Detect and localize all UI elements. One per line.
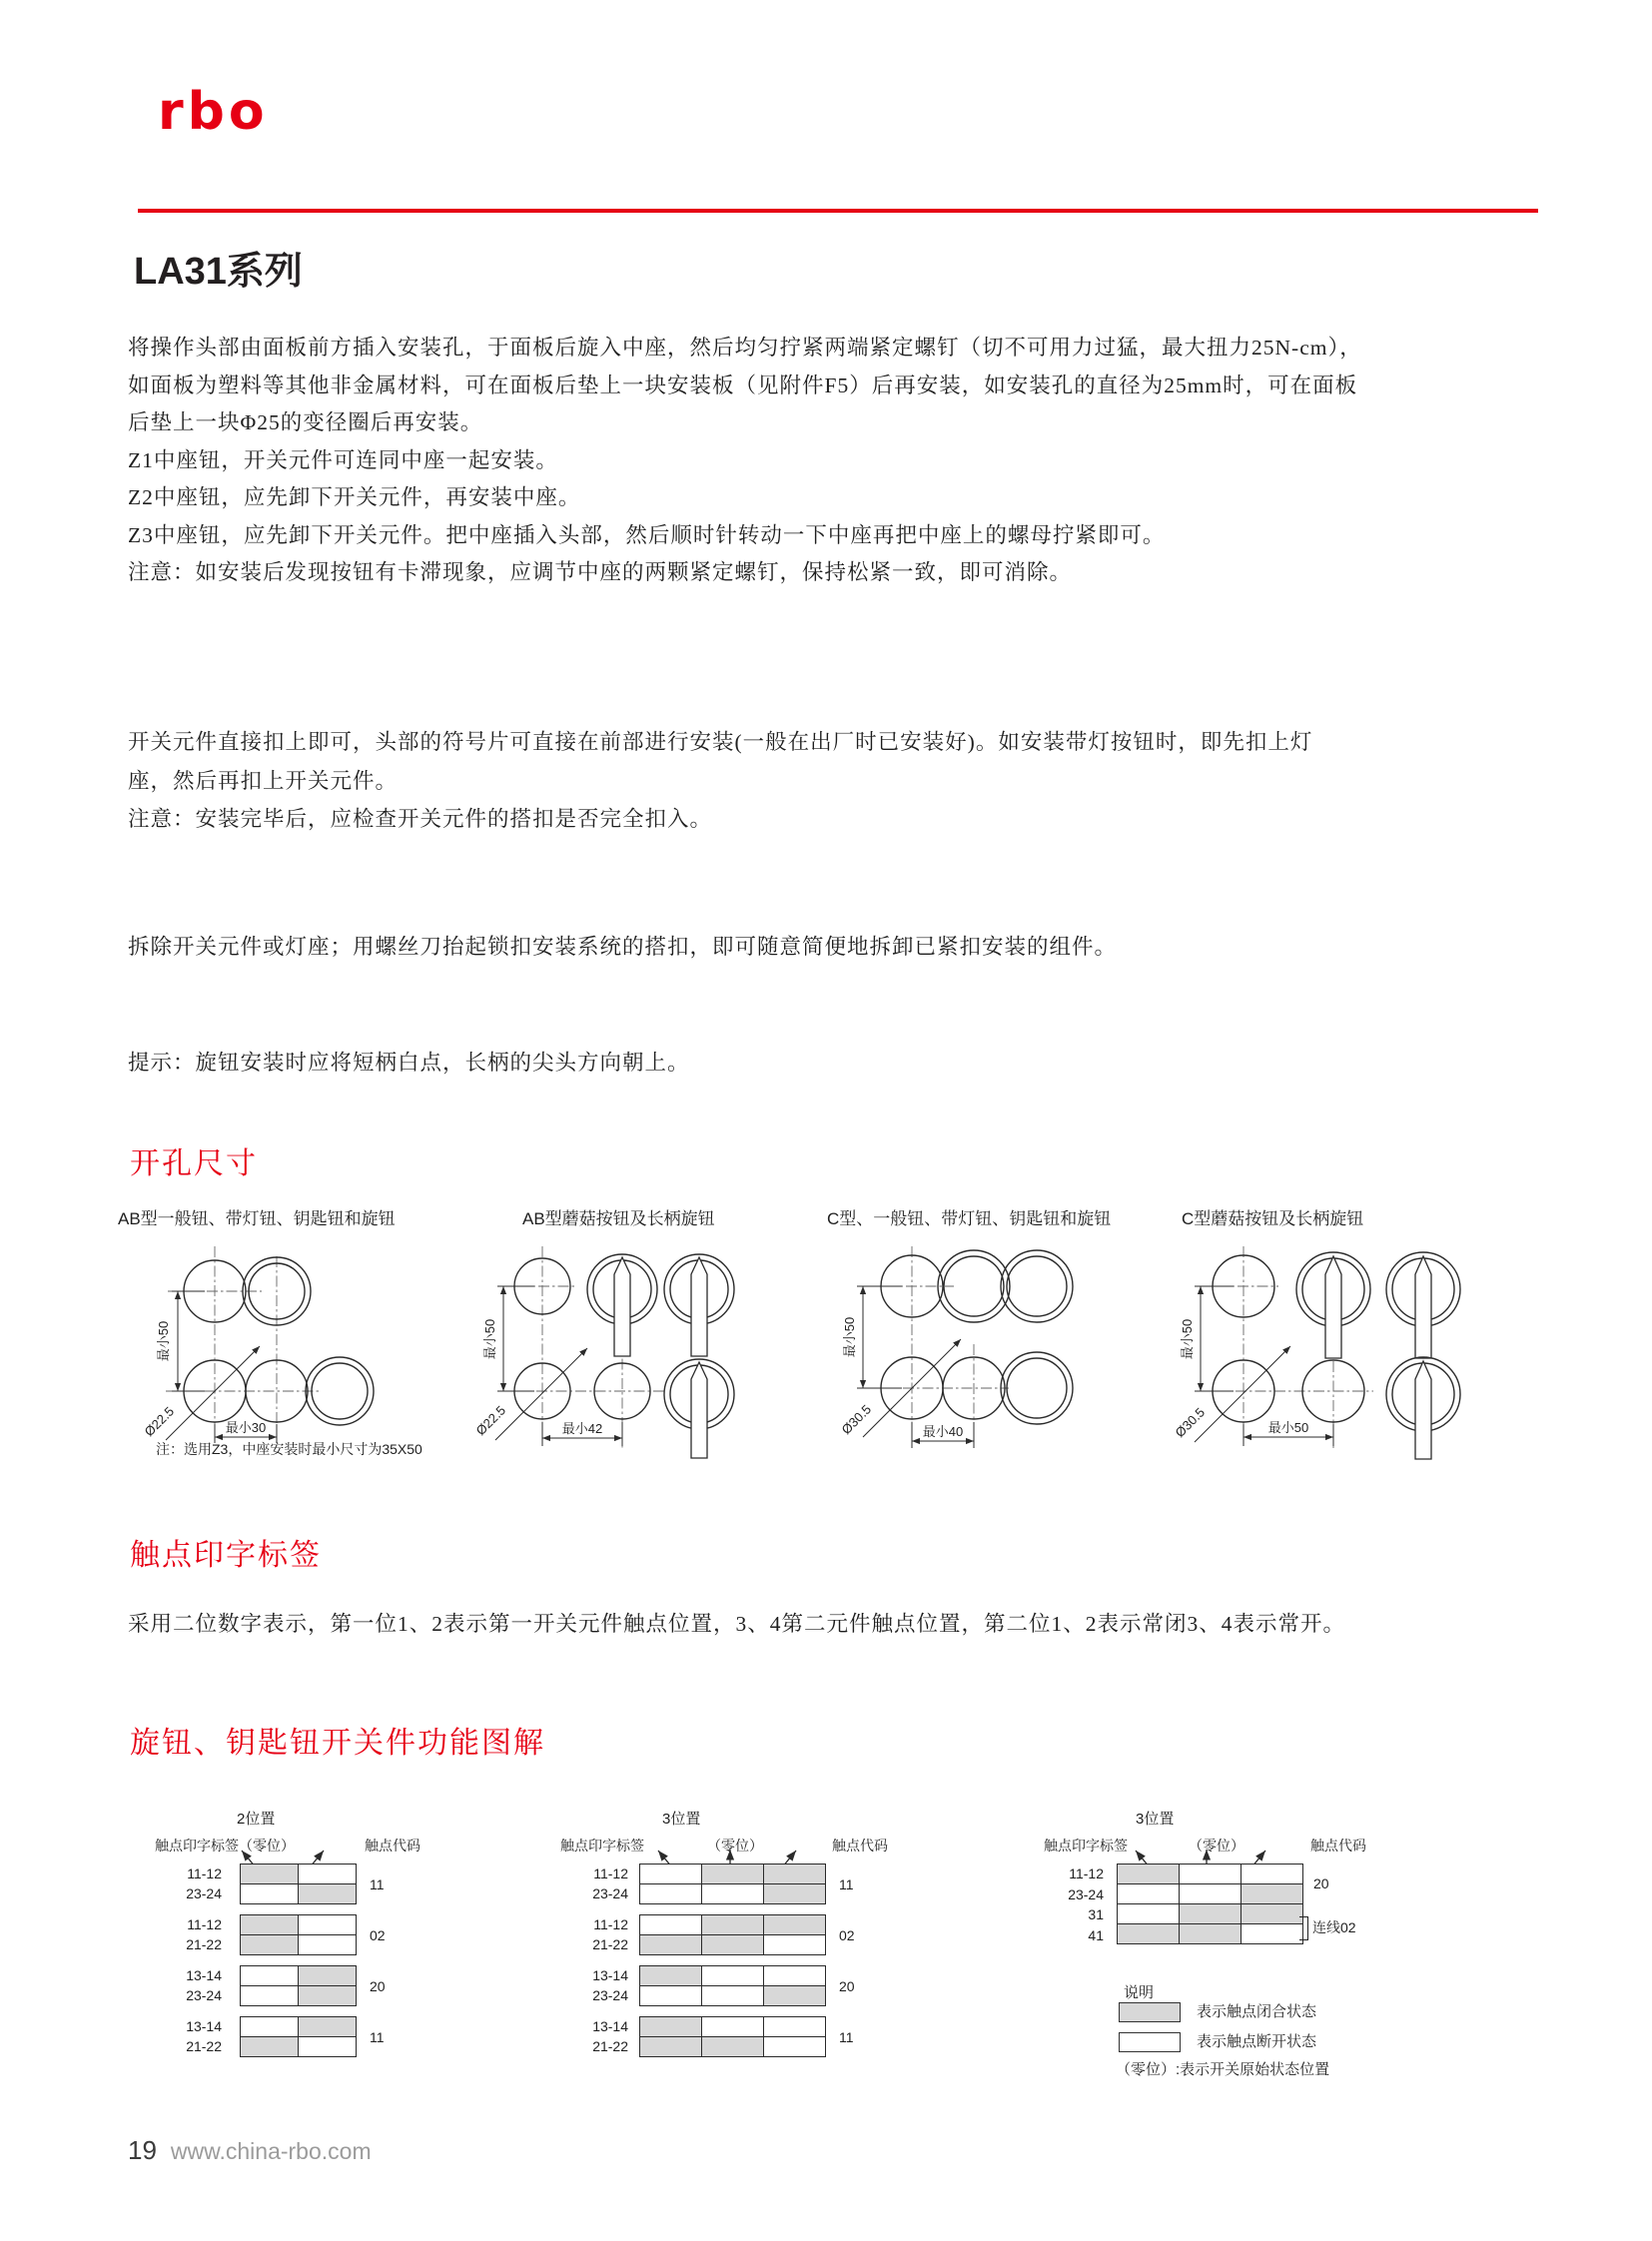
contact-pair-labels <box>1019 1864 1104 1945</box>
contact-state-group <box>110 1864 386 1904</box>
diagram-label-c-mushroom: C型蘑菇按钮及长柄旋钮 <box>1182 1209 1364 1228</box>
contact-pair-label: 21-22 <box>186 2038 222 2054</box>
contact-code: 20 <box>370 1977 386 1994</box>
contact-state-cell <box>1180 1884 1241 1904</box>
tip-paragraph <box>128 1045 690 1083</box>
contact-pair-label: 23-24 <box>186 1885 222 1901</box>
contact-pair-label: 21-22 <box>592 2038 628 2054</box>
contact-state-group <box>110 2016 386 2057</box>
contact-code: 11 <box>839 2028 854 2045</box>
contact-state-cell <box>299 1915 357 1935</box>
contact-state-group <box>552 1914 855 1955</box>
dimension-label-vertical: 最小50 <box>1180 1318 1195 1360</box>
contact-state-cell <box>1118 1884 1180 1904</box>
diagram-label-ab-general: AB型一般钮、带灯钮、钥匙钮和旋钮 <box>118 1209 396 1228</box>
diameter-label: Ø30.5 <box>838 1401 875 1438</box>
text-line: 拆除开关元件或灯座；用螺丝刀抬起锁扣安装系统的搭扣，即可随意简便地拆卸已紧扣安装的组件。 <box>128 935 1118 959</box>
hole-dimension-diagram-ab-mushroom <box>469 1236 819 1461</box>
text-line: 提示：旋钮安装时应将短柄白点，长柄的尖头方向朝上。 <box>128 1051 690 1075</box>
contact-state-cell <box>1180 1924 1241 1944</box>
contact-state-cell <box>299 1884 357 1904</box>
hole-dimension-diagram-c-mushroom <box>1169 1236 1558 1461</box>
diagram-label-ab-mushroom: AB型蘑菇按钮及长柄旋钮 <box>522 1209 715 1228</box>
contact-state-cell <box>702 1884 764 1904</box>
contact-code: 11 <box>839 1875 854 1892</box>
removal-paragraph <box>128 929 1117 967</box>
contact-state-cell <box>1180 1865 1241 1884</box>
contact-code-linked: 连线02 <box>1312 1919 1356 1935</box>
contact-state-cell <box>299 1865 357 1884</box>
contact-state-cell <box>702 1865 764 1884</box>
contact-state-table <box>240 2016 357 2057</box>
contact-state-cell <box>1241 1884 1303 1904</box>
text-line: 将操作头部由面板前方插入安装孔，于面板后旋入中座，然后均匀拧紧两端紧定螺钉（切不可用力过猛，最大扭力25N-cm）， <box>128 336 1362 360</box>
contact-pair-label: 13-14 <box>186 1967 222 1983</box>
section-heading-contact-labels: 触点印字标签 <box>130 1539 322 1572</box>
contact-state-cell <box>702 1915 764 1935</box>
contact-label-header: 触点印字标签（零位） <box>155 1838 295 1854</box>
function-diagram-3-position-two-element <box>1019 1806 1438 2105</box>
contact-state-cell <box>241 1865 299 1884</box>
text-line: Z2中座钮，应先卸下开关元件，再安装中座。 <box>128 485 581 509</box>
contact-state-cell <box>702 1966 764 1986</box>
contact-state-cell <box>640 2017 702 2037</box>
element-install-paragraph <box>128 723 1312 839</box>
text-line: 如面板为塑料等其他非金属材料，可在面板后垫上一块安装板（见附件F5）后再安装，如安装孔的直径为25mm时，可在面板 <box>128 373 1358 397</box>
diagram-note: 注：选用Z3，中座安装时最小尺寸为35X50 <box>156 1441 422 1457</box>
contact-state-cell <box>640 1865 702 1884</box>
contact-pair-label: 23-24 <box>592 1987 628 2003</box>
legend-open-swatch <box>1119 2032 1181 2052</box>
contact-pair-label: 11-12 <box>1069 1866 1104 1881</box>
contact-state-cell <box>764 1966 826 1986</box>
contact-state-table <box>639 1914 826 1955</box>
contact-state-cell <box>1118 1865 1180 1884</box>
header-rule <box>138 209 1538 213</box>
contact-state-cell <box>640 1915 702 1935</box>
legend-zero-note: （零位）:表示开关原始状态位置 <box>1116 2061 1330 2078</box>
contact-code: 11 <box>370 2028 385 2045</box>
dimension-label-horizontal: 最小42 <box>561 1421 603 1436</box>
contact-state-cell <box>1180 1904 1241 1924</box>
zero-position-header: （零位） <box>707 1838 763 1854</box>
brand-logo: rbo <box>158 82 269 142</box>
contact-state-cell <box>241 2017 299 2037</box>
contact-state-table <box>639 1965 826 2006</box>
contact-state-cell <box>1241 1865 1303 1884</box>
dimension-label-vertical: 最小50 <box>482 1318 497 1360</box>
contact-state-group <box>552 1965 855 2006</box>
text-line: Z3中座钮，应先卸下开关元件。把中座插入头部，然后顺时针转动一下中座再把中座上的螺母拧紧即可。 <box>128 522 1166 547</box>
text-line: 座，然后再扣上开关元件。 <box>128 768 399 793</box>
website-url: www.china-rbo.com <box>170 2138 372 2164</box>
contact-state-group <box>110 1914 386 1955</box>
bracket-icon <box>1299 1916 1308 1940</box>
function-diagram-3-position <box>552 1806 897 2105</box>
diagram-title: 3位置 <box>1136 1811 1175 1828</box>
contact-state-cell <box>764 1935 826 1955</box>
function-diagram-2-position <box>110 1806 439 2105</box>
contact-state-cell <box>640 2037 702 2057</box>
installation-paragraph <box>128 330 1362 592</box>
contact-state-cell <box>241 1935 299 1955</box>
contact-state-cell <box>1118 1904 1180 1924</box>
diagram-label-c-general: C型、一般钮、带灯钮、钥匙钮和旋钮 <box>827 1209 1112 1228</box>
contact-state-table <box>240 1965 357 2006</box>
contact-state-cell <box>764 1986 826 2006</box>
contact-state-cell <box>299 2037 357 2057</box>
contact-state-group <box>110 1965 386 2006</box>
text-line: 后垫上一块Φ25的变径圈后再安装。 <box>128 410 483 434</box>
hole-dimension-diagram-c-general <box>819 1236 1169 1461</box>
contact-state-group <box>552 1864 855 1904</box>
contact-state-cell <box>702 1986 764 2006</box>
diagram-title: 3位置 <box>662 1811 701 1828</box>
contact-state-groups <box>552 1864 855 2067</box>
dimension-label-horizontal: 最小50 <box>1267 1420 1309 1435</box>
diameter-label: Ø22.5 <box>141 1403 178 1440</box>
contact-state-cell <box>764 2017 826 2037</box>
contact-code: 02 <box>370 1926 386 1943</box>
contact-code: 02 <box>839 1926 855 1943</box>
text-line: 注意：安装完毕后，应检查开关元件的搭扣是否完全扣入。 <box>128 807 713 831</box>
contact-state-cell <box>241 2037 299 2057</box>
contact-pair-label: 23-24 <box>186 1987 222 2003</box>
contact-state-cell <box>764 1884 826 1904</box>
text-line: 开关元件直接扣上即可，头部的符号片可直接在前部进行安装(一般在出厂时已安装好)。如安装带灯按钮时，即先扣上灯 <box>128 730 1313 754</box>
page-number: 19 <box>128 2135 157 2165</box>
contact-code-header: 触点代码 <box>1310 1838 1366 1854</box>
contact-label-paragraph <box>128 1606 1345 1644</box>
contact-pair-label: 41 <box>1088 1926 1104 1943</box>
contact-state-cell <box>640 1986 702 2006</box>
contact-state-cell <box>299 1935 357 1955</box>
contact-state-cell <box>241 1986 299 2006</box>
contact-state-group <box>552 2016 855 2057</box>
diagram-title: 2位置 <box>237 1811 276 1828</box>
contact-state-table <box>240 1864 357 1904</box>
page-title: LA31系列 <box>134 251 303 293</box>
text-line: 采用二位数字表示，第一位1、2表示第一开关元件触点位置，3、4第二元件触点位置，第二位1、2表示常闭3、4表示常开。 <box>128 1612 1346 1636</box>
text-line: Z1中座钮，开关元件可连同中座一起安装。 <box>128 447 558 472</box>
contact-state-cell <box>299 2017 357 2037</box>
contact-state-cell <box>241 1915 299 1935</box>
contact-pair-label: 11-12 <box>187 1916 222 1932</box>
contact-state-table <box>1117 1864 1303 1944</box>
section-heading-hole-dimensions: 开孔尺寸 <box>130 1147 258 1180</box>
zero-position-header: （零位） <box>1189 1838 1244 1854</box>
contact-state-table <box>240 1914 357 1955</box>
contact-state-cell <box>1241 1924 1303 1944</box>
contact-label-header: 触点印字标签 <box>1044 1838 1128 1854</box>
legend-title: 说明 <box>1124 1984 1155 2001</box>
contact-pair-label: 13-14 <box>592 1967 628 1983</box>
contact-state-table <box>639 1864 826 1904</box>
contact-pair-label: 23-24 <box>592 1885 628 1901</box>
contact-state-cell <box>640 1966 702 1986</box>
contact-label-header: 触点印字标签 <box>560 1838 644 1854</box>
dimension-label-vertical: 最小50 <box>156 1320 171 1362</box>
contact-pair-label: 21-22 <box>592 1936 628 1952</box>
contact-state-cell <box>299 1986 357 2006</box>
dimension-label-vertical: 最小50 <box>842 1316 857 1358</box>
section-heading-function-diagrams: 旋钮、钥匙钮开关件功能图解 <box>130 1727 545 1760</box>
contact-code-header: 触点代码 <box>832 1838 888 1854</box>
contact-pair-label: 13-14 <box>592 2018 628 2034</box>
contact-pair-label: 21-22 <box>186 1936 222 1952</box>
contact-state-cell <box>241 1884 299 1904</box>
legend-open-label: 表示触点断开状态 <box>1197 2033 1317 2050</box>
contact-code: 20 <box>839 1977 855 1994</box>
legend-closed-label: 表示触点闭合状态 <box>1197 2003 1317 2020</box>
contact-state-cell <box>702 1935 764 1955</box>
legend-closed-swatch <box>1119 2002 1181 2022</box>
contact-state-cell <box>764 2037 826 2057</box>
contact-state-cell <box>764 1865 826 1884</box>
contact-state-cell <box>702 2017 764 2037</box>
diameter-label: Ø30.5 <box>1172 1404 1209 1441</box>
contact-pair-label: 11-12 <box>593 1866 628 1881</box>
page-footer <box>128 2135 372 2166</box>
contact-code: 20 <box>1313 1875 1329 1891</box>
contact-pair-label: 11-12 <box>187 1866 222 1881</box>
contact-state-cell <box>1241 1904 1303 1924</box>
contact-state-cell <box>764 1915 826 1935</box>
contact-pair-label: 11-12 <box>593 1916 628 1932</box>
contact-state-cell <box>241 1966 299 1986</box>
contact-state-cell <box>702 2037 764 2057</box>
diameter-label: Ø22.5 <box>472 1402 509 1439</box>
dimension-label-horizontal: 最小40 <box>922 1424 964 1439</box>
dimension-label-horizontal: 最小30 <box>225 1420 267 1435</box>
contact-pair-label: 13-14 <box>186 2018 222 2034</box>
text-line: 注意：如安装后发现按钮有卡滞现象，应调节中座的两颗紧定螺钉，保持松紧一致，即可消除。 <box>128 560 1073 584</box>
contact-state-groups <box>110 1864 386 2067</box>
hole-dimension-diagram-ab-general <box>110 1236 469 1451</box>
contact-pair-label: 31 <box>1088 1906 1104 1922</box>
contact-code: 11 <box>370 1875 385 1892</box>
contact-state-cell <box>640 1935 702 1955</box>
contact-state-cell <box>299 1966 357 1986</box>
contact-state-cell <box>640 1884 702 1904</box>
contact-state-cell <box>1118 1924 1180 1944</box>
contact-pair-label: 23-24 <box>1068 1885 1104 1902</box>
contact-state-table <box>639 2016 826 2057</box>
contact-code-header: 触点代码 <box>365 1838 420 1854</box>
